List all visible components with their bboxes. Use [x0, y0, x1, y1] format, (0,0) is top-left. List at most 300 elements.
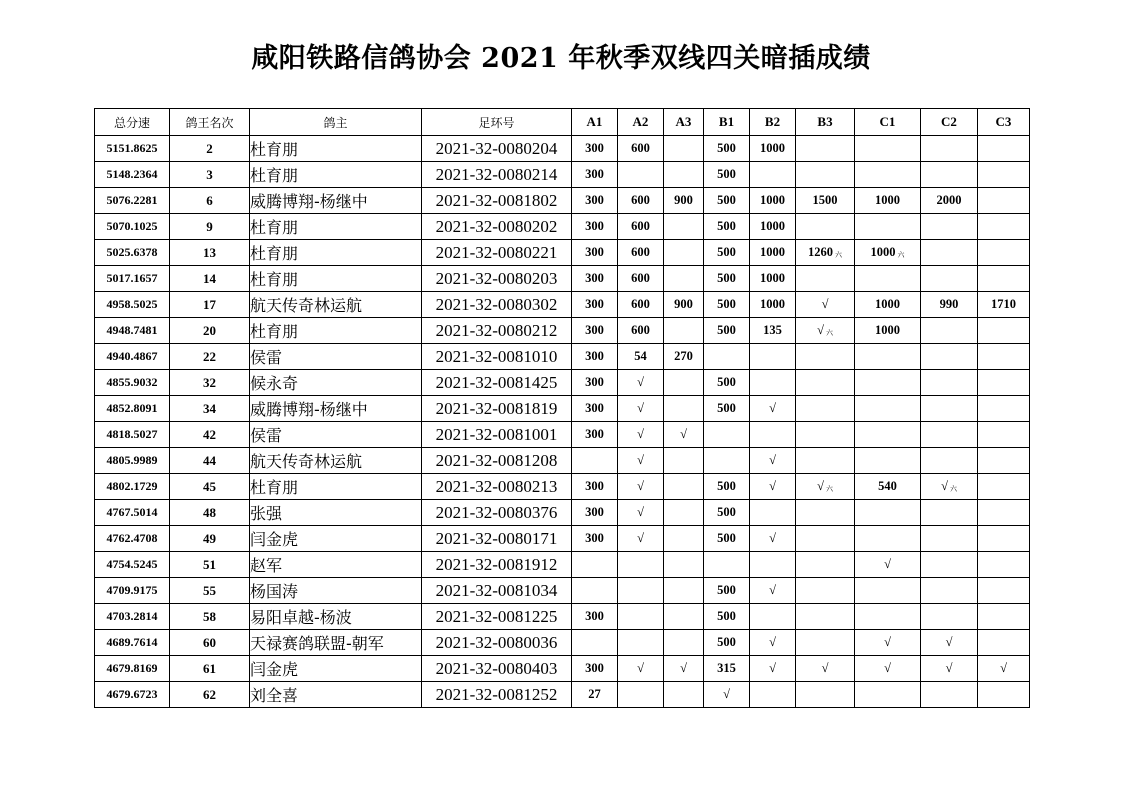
score-cell-b2: 1000	[750, 240, 796, 266]
score-cell-c1: 1000	[855, 292, 921, 318]
score-cell-c1	[855, 396, 921, 422]
score-cell-b3: √	[796, 292, 855, 318]
total-speed-cell: 4754.5245	[95, 552, 170, 578]
score-cell-c1: √	[855, 630, 921, 656]
score-cell-b2: √	[750, 526, 796, 552]
score-cell-b1: √	[704, 682, 750, 708]
owner-cell: 杜育朋	[250, 162, 422, 188]
table-row	[95, 422, 1030, 448]
score-cell-b3	[796, 578, 855, 604]
score-cell-c2	[921, 266, 978, 292]
score-cell-a1: 300	[572, 500, 618, 526]
header-c1: C1	[855, 109, 921, 136]
score-cell-a3	[664, 240, 704, 266]
total-speed-cell: 5025.6378	[95, 240, 170, 266]
score-cell-a2: √	[618, 656, 664, 682]
table-row	[95, 344, 1030, 370]
ring-number-cell: 2021-32-0081208	[422, 448, 572, 474]
score-cell-c1: √	[855, 552, 921, 578]
score-cell-c1	[855, 214, 921, 240]
header-b2: B2	[750, 109, 796, 136]
score-cell-a2: √	[618, 500, 664, 526]
score-cell-c2	[921, 422, 978, 448]
score-cell-b3	[796, 396, 855, 422]
king-rank-cell: 45	[170, 474, 250, 500]
score-cell-c2	[921, 318, 978, 344]
king-rank-cell: 61	[170, 656, 250, 682]
score-cell-b3	[796, 630, 855, 656]
owner-cell: 杜育朋	[250, 240, 422, 266]
score-cell-b3	[796, 370, 855, 396]
score-cell-c1	[855, 604, 921, 630]
score-cell-a1: 300	[572, 422, 618, 448]
score-cell-c2	[921, 526, 978, 552]
header-ring-number: 足环号	[422, 109, 572, 136]
table-row	[95, 370, 1030, 396]
owner-cell: 杜育朋	[250, 266, 422, 292]
table-row	[95, 474, 1030, 500]
score-cell-b2	[750, 344, 796, 370]
king-rank-cell: 20	[170, 318, 250, 344]
score-cell-c1	[855, 500, 921, 526]
table-header-row	[95, 109, 1030, 136]
total-speed-cell: 5076.2281	[95, 188, 170, 214]
score-cell-c1	[855, 578, 921, 604]
ring-number-cell: 2021-32-0080213	[422, 474, 572, 500]
score-cell-a2	[618, 552, 664, 578]
table-row	[95, 136, 1030, 162]
score-cell-a2: √	[618, 396, 664, 422]
score-cell-b2: 1000	[750, 188, 796, 214]
score-cell-c3: 1710	[978, 292, 1030, 318]
score-cell-c3	[978, 344, 1030, 370]
score-cell-a2	[618, 682, 664, 708]
score-cell-a1: 300	[572, 136, 618, 162]
score-cell-b1: 315	[704, 656, 750, 682]
owner-cell: 候永奇	[250, 370, 422, 396]
score-cell-a3	[664, 682, 704, 708]
header-a1: A1	[572, 109, 618, 136]
score-cell-a3: √	[664, 422, 704, 448]
owner-cell: 易阳卓越-杨波	[250, 604, 422, 630]
owner-cell: 天禄赛鸽联盟-朝军	[250, 630, 422, 656]
total-speed-cell: 4762.4708	[95, 526, 170, 552]
ring-number-cell: 2021-32-0080403	[422, 656, 572, 682]
score-cell-a2	[618, 630, 664, 656]
score-cell-a3	[664, 396, 704, 422]
total-speed-cell: 4679.8169	[95, 656, 170, 682]
score-cell-a1	[572, 630, 618, 656]
total-speed-cell: 4703.2814	[95, 604, 170, 630]
score-cell-c3	[978, 578, 1030, 604]
score-cell-b2	[750, 682, 796, 708]
score-cell-c1: 540	[855, 474, 921, 500]
score-cell-c2	[921, 682, 978, 708]
score-cell-a3	[664, 214, 704, 240]
score-cell-c2	[921, 240, 978, 266]
score-cell-a3	[664, 604, 704, 630]
score-cell-c2: √	[921, 656, 978, 682]
king-rank-cell: 22	[170, 344, 250, 370]
score-cell-a1: 300	[572, 292, 618, 318]
table-row	[95, 188, 1030, 214]
page-title: 咸阳铁路信鸽协会 2021 年秋季双线四关暗插成绩	[251, 43, 871, 74]
score-cell-a2: 600	[618, 136, 664, 162]
score-cell-c3	[978, 136, 1030, 162]
score-cell-c1	[855, 370, 921, 396]
score-cell-b2	[750, 422, 796, 448]
score-cell-c3	[978, 240, 1030, 266]
score-cell-b3	[796, 448, 855, 474]
score-cell-b1: 500	[704, 474, 750, 500]
score-cell-c1	[855, 162, 921, 188]
king-rank-cell: 48	[170, 500, 250, 526]
score-cell-b1: 500	[704, 630, 750, 656]
score-cell-b1: 500	[704, 396, 750, 422]
score-cell-b2: √	[750, 448, 796, 474]
score-cell-a3: 900	[664, 188, 704, 214]
ring-number-cell: 2021-32-0081802	[422, 188, 572, 214]
king-rank-cell: 58	[170, 604, 250, 630]
score-cell-b1: 500	[704, 162, 750, 188]
owner-cell: 侯雷	[250, 422, 422, 448]
score-cell-c2	[921, 396, 978, 422]
score-cell-b3	[796, 552, 855, 578]
score-cell-a1: 300	[572, 396, 618, 422]
score-cell-c1	[855, 422, 921, 448]
score-cell-a1: 300	[572, 188, 618, 214]
table-row	[95, 682, 1030, 708]
score-cell-a1: 300	[572, 656, 618, 682]
score-cell-b1: 500	[704, 318, 750, 344]
header-total-speed: 总分速	[95, 109, 170, 136]
score-cell-a1: 27	[572, 682, 618, 708]
score-cell-c2: 2000	[921, 188, 978, 214]
owner-cell: 赵军	[250, 552, 422, 578]
score-cell-b1	[704, 344, 750, 370]
score-cell-c2: √ 六	[921, 474, 978, 500]
ring-number-cell: 2021-32-0080202	[422, 214, 572, 240]
score-cell-a2: 600	[618, 240, 664, 266]
table-row	[95, 318, 1030, 344]
score-cell-b1: 500	[704, 240, 750, 266]
header-a2: A2	[618, 109, 664, 136]
header-c2: C2	[921, 109, 978, 136]
score-cell-c3	[978, 526, 1030, 552]
score-cell-a2: 600	[618, 318, 664, 344]
total-speed-cell: 4767.5014	[95, 500, 170, 526]
king-rank-cell: 14	[170, 266, 250, 292]
score-cell-a1: 300	[572, 214, 618, 240]
score-cell-a1: 300	[572, 526, 618, 552]
score-cell-a2: √	[618, 474, 664, 500]
score-cell-b1: 500	[704, 604, 750, 630]
table-row	[95, 630, 1030, 656]
score-cell-c3	[978, 604, 1030, 630]
score-cell-b2: √	[750, 578, 796, 604]
king-rank-cell: 62	[170, 682, 250, 708]
score-cell-a1	[572, 448, 618, 474]
score-mark: 六	[949, 485, 957, 493]
score-cell-c1	[855, 526, 921, 552]
total-speed-cell: 5151.8625	[95, 136, 170, 162]
score-cell-b3: 1260 六	[796, 240, 855, 266]
total-speed-cell: 5017.1657	[95, 266, 170, 292]
header-king-rank: 鸽王名次	[170, 109, 250, 136]
score-mark: 六	[825, 485, 833, 493]
table-row	[95, 162, 1030, 188]
score-cell-a2: √	[618, 370, 664, 396]
score-cell-a1: 300	[572, 318, 618, 344]
table-row	[95, 448, 1030, 474]
score-cell-a3	[664, 162, 704, 188]
score-cell-c1: √	[855, 656, 921, 682]
score-cell-b1	[704, 422, 750, 448]
header-b1: B1	[704, 109, 750, 136]
score-cell-b2	[750, 162, 796, 188]
ring-number-cell: 2021-32-0081034	[422, 578, 572, 604]
score-cell-c3	[978, 266, 1030, 292]
owner-cell: 杜育朋	[250, 136, 422, 162]
score-cell-a3	[664, 552, 704, 578]
score-cell-b2: 1000	[750, 266, 796, 292]
ring-number-cell: 2021-32-0080036	[422, 630, 572, 656]
score-cell-c3	[978, 318, 1030, 344]
score-cell-a3	[664, 318, 704, 344]
header-b3: B3	[796, 109, 855, 136]
total-speed-cell: 4818.5027	[95, 422, 170, 448]
king-rank-cell: 49	[170, 526, 250, 552]
score-cell-a3	[664, 630, 704, 656]
score-cell-a1	[572, 552, 618, 578]
score-cell-c2	[921, 604, 978, 630]
total-speed-cell: 4940.4867	[95, 344, 170, 370]
header-c3: C3	[978, 109, 1030, 136]
score-cell-c3	[978, 448, 1030, 474]
king-rank-cell: 13	[170, 240, 250, 266]
score-cell-b2: 135	[750, 318, 796, 344]
score-cell-b3: √ 六	[796, 474, 855, 500]
score-cell-c3	[978, 552, 1030, 578]
king-rank-cell: 55	[170, 578, 250, 604]
score-cell-b3: 1500	[796, 188, 855, 214]
table-row	[95, 526, 1030, 552]
table-row	[95, 240, 1030, 266]
score-cell-b1	[704, 552, 750, 578]
score-cell-c2	[921, 500, 978, 526]
score-cell-b2	[750, 604, 796, 630]
score-cell-b3	[796, 214, 855, 240]
owner-cell: 航天传奇林运航	[250, 448, 422, 474]
score-cell-a3	[664, 578, 704, 604]
score-cell-c2	[921, 214, 978, 240]
score-cell-b1: 500	[704, 500, 750, 526]
score-cell-c2	[921, 344, 978, 370]
score-cell-c3	[978, 396, 1030, 422]
score-cell-b2: 1000	[750, 136, 796, 162]
score-cell-a2: 54	[618, 344, 664, 370]
score-cell-c3	[978, 500, 1030, 526]
score-cell-b3	[796, 604, 855, 630]
score-cell-b1: 500	[704, 266, 750, 292]
score-cell-a3	[664, 500, 704, 526]
owner-cell: 闫金虎	[250, 656, 422, 682]
table-row	[95, 266, 1030, 292]
owner-cell: 杜育朋	[250, 474, 422, 500]
king-rank-cell: 2	[170, 136, 250, 162]
score-cell-b2	[750, 552, 796, 578]
score-cell-b2: 1000	[750, 292, 796, 318]
score-cell-b2	[750, 370, 796, 396]
ring-number-cell: 2021-32-0081425	[422, 370, 572, 396]
score-cell-b3: √	[796, 656, 855, 682]
score-cell-c1	[855, 344, 921, 370]
score-cell-a2: 600	[618, 188, 664, 214]
score-cell-c2	[921, 370, 978, 396]
score-cell-c1	[855, 266, 921, 292]
score-cell-c3: √	[978, 656, 1030, 682]
ring-number-cell: 2021-32-0080171	[422, 526, 572, 552]
score-cell-a2: 600	[618, 292, 664, 318]
king-rank-cell: 60	[170, 630, 250, 656]
score-cell-a2: 600	[618, 214, 664, 240]
score-cell-a3	[664, 266, 704, 292]
score-cell-b3	[796, 682, 855, 708]
total-speed-cell: 4689.7614	[95, 630, 170, 656]
owner-cell: 航天传奇林运航	[250, 292, 422, 318]
owner-cell: 侯雷	[250, 344, 422, 370]
table-row	[95, 500, 1030, 526]
score-cell-c1	[855, 448, 921, 474]
score-cell-b2	[750, 500, 796, 526]
table-row	[95, 292, 1030, 318]
score-cell-c1: 1000 六	[855, 240, 921, 266]
score-cell-b1: 500	[704, 370, 750, 396]
king-rank-cell: 3	[170, 162, 250, 188]
score-cell-a2: √	[618, 448, 664, 474]
score-mark: 六	[835, 251, 842, 259]
score-cell-a3: 270	[664, 344, 704, 370]
king-rank-cell: 6	[170, 188, 250, 214]
score-cell-b3	[796, 266, 855, 292]
table-row	[95, 578, 1030, 604]
owner-cell: 闫金虎	[250, 526, 422, 552]
score-cell-c2: √	[921, 630, 978, 656]
score-cell-c3	[978, 214, 1030, 240]
score-cell-b2: 1000	[750, 214, 796, 240]
score-cell-c2	[921, 578, 978, 604]
score-cell-c1	[855, 136, 921, 162]
score-cell-a1	[572, 578, 618, 604]
score-cell-b1: 500	[704, 292, 750, 318]
total-speed-cell: 5148.2364	[95, 162, 170, 188]
score-cell-c3	[978, 162, 1030, 188]
score-cell-b3	[796, 136, 855, 162]
header-owner: 鸽主	[250, 109, 422, 136]
total-speed-cell: 4709.9175	[95, 578, 170, 604]
score-mark: 六	[897, 251, 905, 259]
ring-number-cell: 2021-32-0080203	[422, 266, 572, 292]
score-cell-b2: √	[750, 474, 796, 500]
score-cell-b1: 500	[704, 136, 750, 162]
owner-cell: 杨国涛	[250, 578, 422, 604]
score-cell-c3	[978, 422, 1030, 448]
total-speed-cell: 4802.1729	[95, 474, 170, 500]
score-cell-c2	[921, 448, 978, 474]
results-table	[94, 108, 1030, 708]
king-rank-cell: 44	[170, 448, 250, 474]
score-cell-c3	[978, 474, 1030, 500]
score-cell-b1	[704, 448, 750, 474]
table-row	[95, 396, 1030, 422]
score-cell-b3	[796, 344, 855, 370]
score-cell-c2	[921, 552, 978, 578]
total-speed-cell: 4855.9032	[95, 370, 170, 396]
score-cell-a1: 300	[572, 370, 618, 396]
score-cell-a2	[618, 162, 664, 188]
king-rank-cell: 17	[170, 292, 250, 318]
score-cell-c1: 1000	[855, 318, 921, 344]
ring-number-cell: 2021-32-0081001	[422, 422, 572, 448]
score-mark: 六	[825, 329, 833, 337]
score-cell-b1: 500	[704, 188, 750, 214]
results-body	[95, 136, 1030, 708]
header-a3: A3	[664, 109, 704, 136]
ring-number-cell: 2021-32-0081225	[422, 604, 572, 630]
score-cell-a3	[664, 474, 704, 500]
table-row	[95, 604, 1030, 630]
score-cell-a2: √	[618, 422, 664, 448]
table-row	[95, 656, 1030, 682]
score-cell-a3	[664, 526, 704, 552]
total-speed-cell: 4679.6723	[95, 682, 170, 708]
ring-number-cell: 2021-32-0080302	[422, 292, 572, 318]
score-cell-b2: √	[750, 396, 796, 422]
total-speed-cell: 4958.5025	[95, 292, 170, 318]
score-cell-a3	[664, 370, 704, 396]
score-cell-b3	[796, 162, 855, 188]
score-cell-b3	[796, 500, 855, 526]
score-cell-b1: 500	[704, 578, 750, 604]
ring-number-cell: 2021-32-0080214	[422, 162, 572, 188]
score-cell-b2: √	[750, 630, 796, 656]
owner-cell: 杜育朋	[250, 318, 422, 344]
ring-number-cell: 2021-32-0081010	[422, 344, 572, 370]
ring-number-cell: 2021-32-0080376	[422, 500, 572, 526]
owner-cell: 刘全喜	[250, 682, 422, 708]
total-speed-cell: 4948.7481	[95, 318, 170, 344]
ring-number-cell: 2021-32-0081912	[422, 552, 572, 578]
score-cell-c3	[978, 682, 1030, 708]
king-rank-cell: 51	[170, 552, 250, 578]
score-cell-c2: 990	[921, 292, 978, 318]
owner-cell: 威腾博翔-杨继中	[250, 188, 422, 214]
king-rank-cell: 32	[170, 370, 250, 396]
owner-cell: 威腾博翔-杨继中	[250, 396, 422, 422]
king-rank-cell: 9	[170, 214, 250, 240]
score-cell-c3	[978, 370, 1030, 396]
score-cell-a2	[618, 578, 664, 604]
score-cell-a1: 300	[572, 240, 618, 266]
score-cell-a2: 600	[618, 266, 664, 292]
score-cell-c2	[921, 162, 978, 188]
ring-number-cell: 2021-32-0080204	[422, 136, 572, 162]
score-cell-c3	[978, 630, 1030, 656]
score-cell-a1: 300	[572, 162, 618, 188]
king-rank-cell: 42	[170, 422, 250, 448]
score-cell-b2: √	[750, 656, 796, 682]
ring-number-cell: 2021-32-0081819	[422, 396, 572, 422]
